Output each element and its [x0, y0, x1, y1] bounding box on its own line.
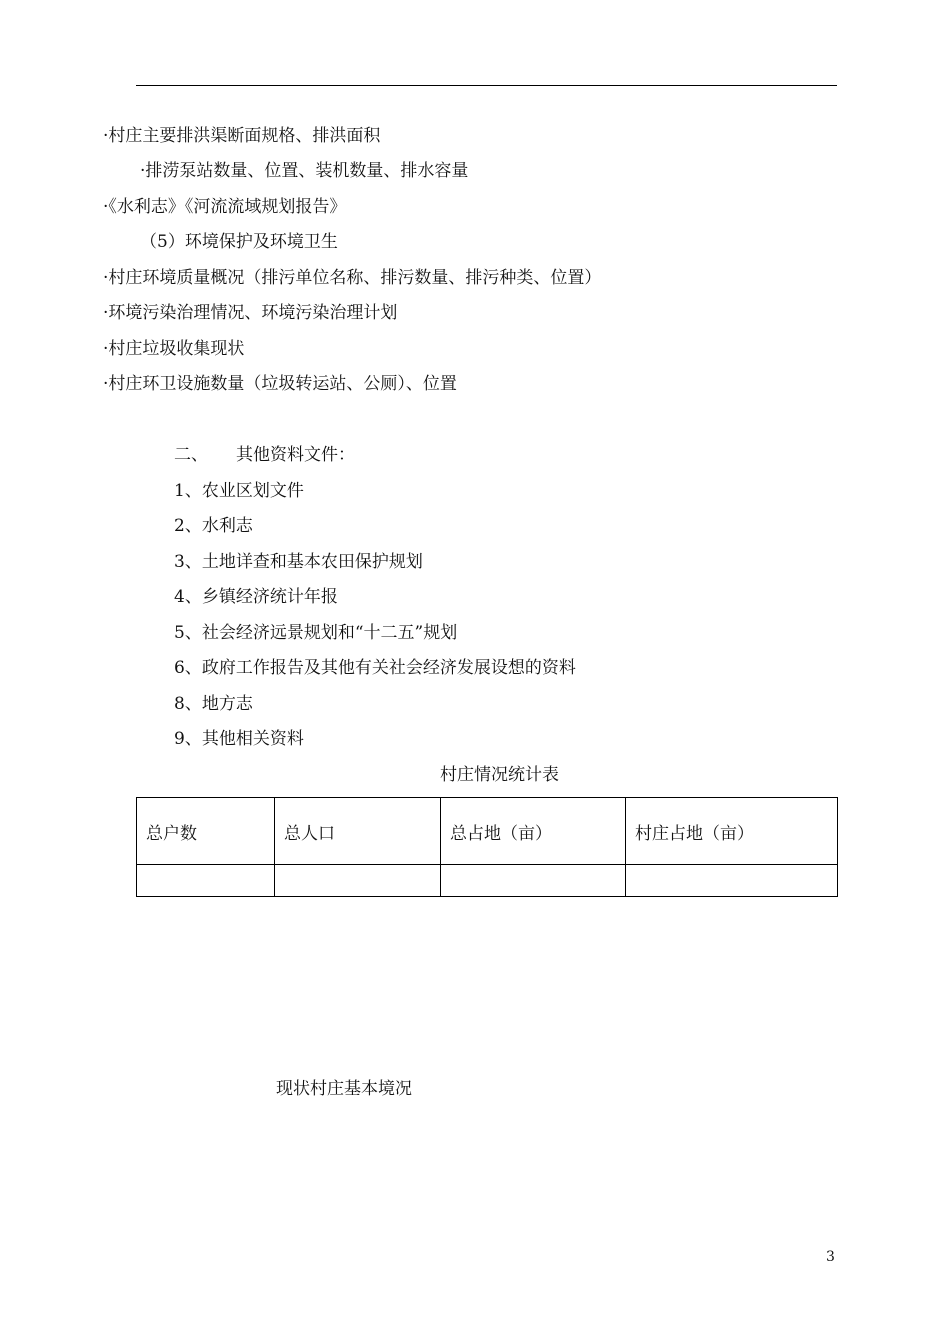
- list-item: 4、乡镇经济统计年报: [174, 587, 338, 607]
- list-item: 8、地方志: [174, 694, 253, 714]
- list-item: 6、政府工作报告及其他有关社会经济发展设想的资料: [174, 658, 576, 678]
- header-population: 总人口: [275, 798, 441, 865]
- list-item: 1、农业区划文件: [174, 481, 304, 501]
- text-line: ·环境污染治理情况、环境污染治理计划: [103, 303, 398, 323]
- page-number: 3: [826, 1249, 835, 1265]
- header-village-area: 村庄占地（亩）: [626, 798, 838, 865]
- table-cell: [626, 865, 838, 897]
- table-cell: [137, 865, 275, 897]
- table-cell: [275, 865, 441, 897]
- table-header-row: [137, 798, 838, 865]
- text-line: ·村庄环卫设施数量（垃圾转运站、公厕）、位置: [103, 374, 457, 394]
- header-households: 总户数: [137, 798, 275, 865]
- text-line: ·村庄主要排洪渠断面规格、排洪面积: [103, 126, 381, 146]
- text-line: ·村庄环境质量概况（排污单位名称、排污数量、排污种类、位置）: [103, 268, 602, 288]
- footer-caption: 现状村庄基本境况: [276, 1079, 412, 1099]
- table-cell: [441, 865, 626, 897]
- section-number: 二、: [174, 445, 208, 465]
- text-line: ·村庄垃圾收集现状: [103, 339, 245, 359]
- list-item: 3、土地详查和基本农田保护规划: [174, 552, 423, 572]
- table-row: [137, 865, 838, 897]
- village-stats-table: [136, 797, 838, 897]
- list-item: 2、水利志: [174, 516, 253, 536]
- section-title: 其他资料文件：: [236, 445, 355, 465]
- text-line: ·排涝泵站数量、位置、装机数量、排水容量: [140, 161, 469, 181]
- table-caption: 村庄情况统计表: [440, 765, 559, 785]
- header-rule: [136, 85, 837, 86]
- text-line: ·《水利志》《河流流域规划报告》: [103, 197, 347, 217]
- list-item: 5、社会经济远景规划和“十二五”规划: [174, 623, 458, 643]
- subsection-heading: （5）环境保护及环境卫生: [140, 232, 338, 252]
- list-item: 9、其他相关资料: [174, 729, 304, 749]
- header-total-area: 总占地（亩）: [441, 798, 626, 865]
